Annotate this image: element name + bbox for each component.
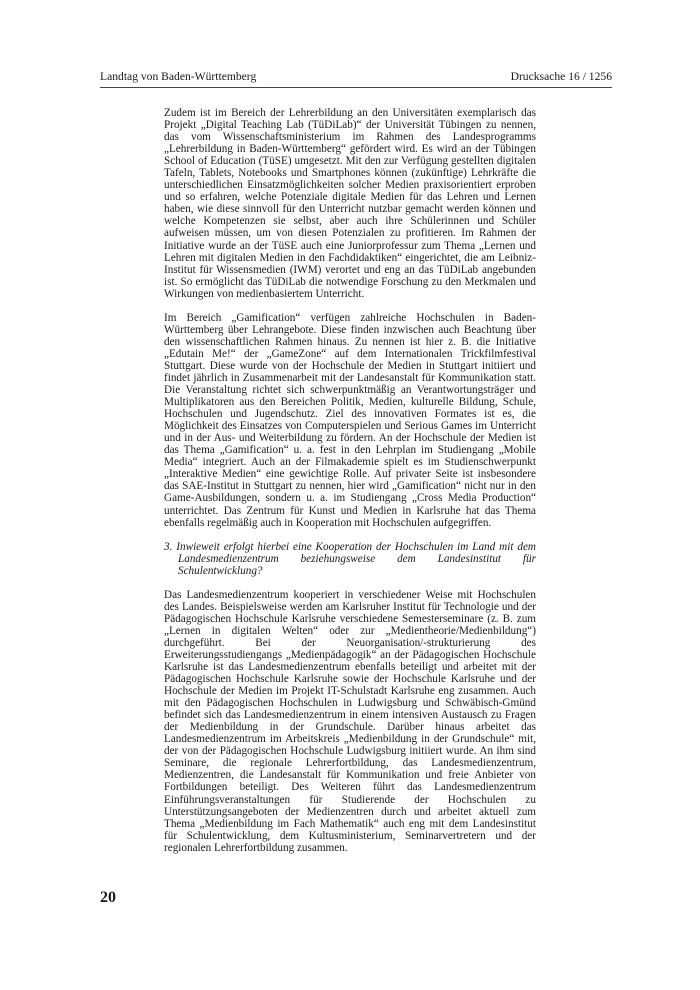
header-left-title: Landtag von Baden-Württemberg [100, 70, 257, 83]
paragraph-landesmedienzentrum: Das Landesmedienzentrum kooperiert in verschiedener Weise mit Hochschulen des Landes. Beispielsweise werden am Karlsruher Institut für Technologie und der Pädagogischen Hochschule Karlsruhe verschiedene Semesterseminare (z. B. zum „Lernen in digitalen Welten“ oder zur „Medientheorie/Medienbildung“) durchgeführt. Bei der Neuorganisation/-strukturierung des Erweiterungsstudiengangs „Medienpädagogik“ an der Pädagogischen Hochschule Karlsruhe ist das Landesmedienzentrum ebenfalls beteiligt und arbeitet mit der Pädagogischen Hochschule Karlsruhe sowie der Hochschule Karlsruhe und der Hochschule der Medien im Projekt IT-Schulstadt Karlsruhe eng zusammen. Auch mit den Pädagogischen Hochschulen in Ludwigsburg und Schwäbisch-Gmünd befindet sich das Landesmedienzentrum in einem intensiven Austausch zu Fragen der Medienbildung in der Grundschule. Darüber hinaus arbeitet das Landesmedienzentrum im Arbeitskreis „Medienbildung in der Grundschule“ mit, der von der Pädagogischen Hochschule Ludwigsburg initiiert wurde. An ihm sind Seminare, die regionale Lehrerfortbildung, das Landesmedienzentrum, Medienzentren, die Landesanstalt für Kommunikation und freie Anbieter von Fortbildungen beteiligt. Des Weiteren führt das Landesmedienzentrum Einführungsveranstaltungen für Studierende der Hochschulen zu Unterstützungsangeboten der Medienzentren durch und arbeitet aktuell zum Thema „Medienbildung im Fach Mathematik“ auch eng mit dem Landesinstitut für Schulentwicklung, dem Kultusministerium, Seminarvertretern und der regionalen Lehrerfortbildung zusammen. [164, 588, 536, 854]
paragraph-tuedilab: Zudem ist im Bereich der Lehrerbildung an den Universitäten exemplarisch das Projekt „Digital Teaching Lab (TüDiLab)“ der Universität Tübingen zu nennen, das vom Wissenschaftsministerium im Rahmen des Landesprogramms „Lehrerbildung in Baden-Württemberg“ gefördert wird. Es wird an der Tübingen School of Education (TüSE) umgesetzt. Mit den zur Verfügung gestellten digitalen Tafeln, Tablets, Notebooks und Smartphones können (zukünftige) Lehrkräfte die unterschiedlichen Einsatzmöglichkeiten solcher Medien praxisorientiert erproben und so erfahren, welche Potenziale digitale Medien für das Lehren und Lernen haben, wie diese sinnvoll für den Unterricht nutzbar gemacht werden können und welche Kompetenzen sie selbst, aber auch ihre Schülerinnen und Schüler aufweisen müssen, um von diesen Potenzialen zu profitieren. Im Rahmen der Initiative wurde an der TüSE auch eine Juniorprofessur zum Thema „Lernen und Lehren mit digitalen Medien in den Fachdidaktiken“ eingerichtet, die am Leibniz-Institut für Wissensmedien (IWM) verortet und eng an das TüDiLab angebunden ist. So ermöglicht das TüDiLab die notwendige Forschung zu den Merkmalen und Wirkungen von medienbasiertem Unterricht. [164, 107, 536, 300]
page-header [100, 70, 612, 83]
header-document-number: Drucksache 16 / 1256 [510, 70, 612, 83]
paragraph-gamification: Im Bereich „Gamification“ verfügen zahlreiche Hochschulen in Baden-Württemberg über Lehrangebote. Diese finden inzwischen auch Beachtung über den wissenschaftlichen Rahmen hinaus. Zu nennen ist hier z. B. die Initiative „Edutain Me!“ der „GameZone“ auf dem Internationalen Trickfilmfestival Stuttgart. Diese wurde von der Hochschule der Medien in Stuttgart initiiert und findet jährlich in Zusammenarbeit mit der Landesanstalt für Kommunikation statt. Die Veranstaltung richtet sich schwerpunktmäßig an Verantwortungsträger und Multiplikatoren aus den Bereichen Politik, Medien, kulturelle Bildung, Schule, Hochschulen und Jugendschutz. Ziel des innovativen Formates ist es, die Möglichkeit des Einsatzes von Computerspielen und Serious Games im Unterricht und in der Aus- und Weiterbildung zu fördern. An der Hochschule der Medien ist das Thema „Gamification“ u. a. fest in den Lehrplan im Studiengang „Mobile Media“ integriert. Auch an der Filmakademie spielt es im Studienschwerpunkt „Interaktive Medien“ eine gewichtige Rolle. Auf privater Seite ist insbesondere das SAE-Institut in Stuttgart zu nennen, hier wird „Gamification“ nicht nur in den Game-Ausbildungen, sondern u. a. im Studiengang „Cross Media Production“ unterrichtet. Das Zentrum für Kunst und Medien in Karlsruhe hat das Thema ebenfalls regelmäßig auch in Kooperation mit Hochschulen aufgegriffen. [164, 311, 536, 529]
main-content [164, 107, 536, 866]
question-3: 3. Inwieweit erfolgt hierbei eine Kooperation der Hochschulen im Land mit dem Landesmedienzentrum beziehungsweise dem Landesinstitut für Schulentwicklung? [164, 540, 536, 577]
page-number: 20 [100, 889, 116, 906]
header-divider [100, 87, 612, 88]
